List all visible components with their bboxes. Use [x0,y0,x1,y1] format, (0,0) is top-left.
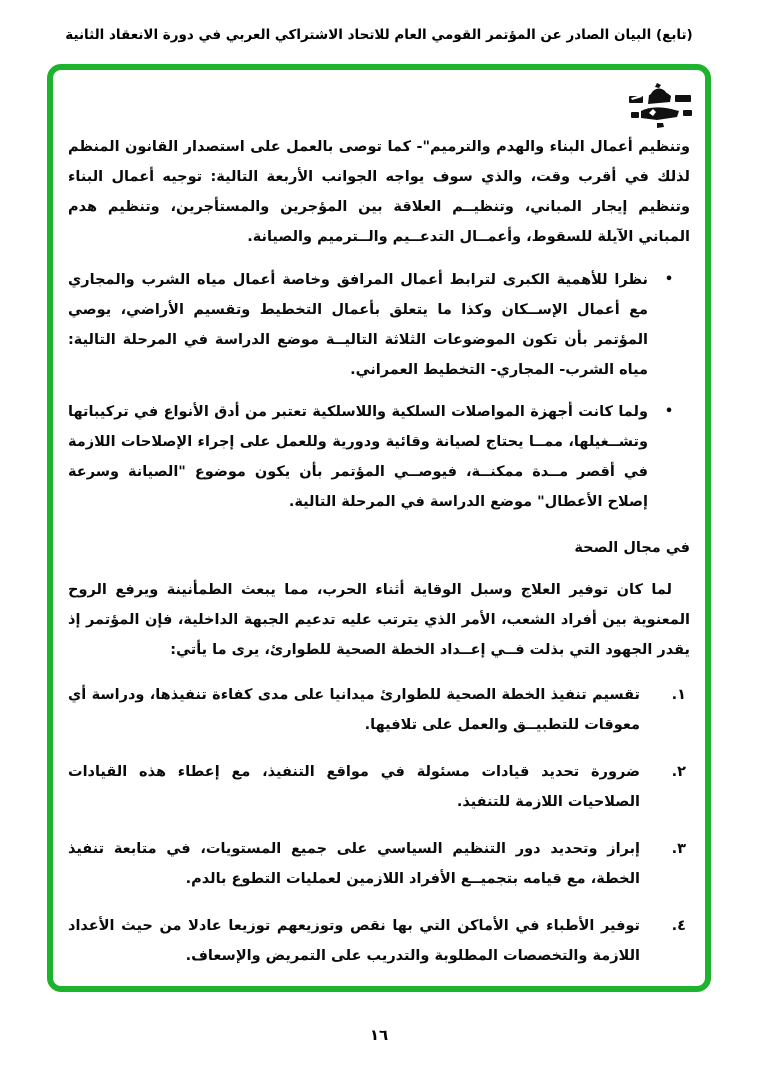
item-text-plan-evaluation: تقسيم تنفيذ الخطة الصحية للطوارئ ميدانيا على مدى كفاءة تنفيذها، ودراسة أي معوقات للتطبيــق والعمل على تلافيها. [68,687,640,733]
recommendation-bullet-list [68,265,690,517]
item-number: ٢. [671,764,686,780]
paragraph-building-regulation: وتنظيم أعمال البناء والهدم والترميم"- كما توصى بالعمل على استصدار القانون المنظم لذلك في أقرب وقت، والذي سوف يواجه الجوانب الأربعة التالية: توجيه أعمال البناء وتنظيم إيجار المباني، وتنظيــم العلاقة بين المؤجرين والمستأجرين، وتنظيم هدم المباني الآيلة للسقوط، وأعمــال التدعــيم والــترميم والصيانة. [68,139,690,245]
bullet-text-communications: ولما كانت أجهزة المواصلات السلكية واللاسلكية تعتبر من أدق الأنواع في تركيباتها وتشــغيلها، ممــا يحتاج لصيانة وقائية ودورية وللعمل على إجراء الإصلاحات اللازمة في أقصر مــدة ممكنــة، فيوصــي المؤتمر بأن يكون موضوع "الصيانة وسرعة إصلاح الأعطال" موضع الدراسة في المرحلة التالية. [68,404,648,510]
list-item [68,265,690,385]
list-item [68,911,690,971]
bullet-icon: • [664,272,674,287]
document-body [53,70,705,988]
list-item [68,834,690,894]
bullet-icon: • [664,404,674,419]
item-number: ١. [671,687,686,703]
item-text-political-organization: إبراز وتحديد دور التنظيم السياسي على جميع المستويات، في متابعة تنفيذ الخطة، مع قيامه بتجميــع الأفراد اللازمين لعمليات التطوع بالدم. [68,841,640,887]
numbered-recommendations-list [68,680,690,971]
list-item [68,397,690,517]
item-text-doctors-distribution: توفير الأطباء في الأماكن التي بها نقص وتوزيعهم توزيعا عادلا من حيث الأعداد اللازمة والتخصصات المطلوبة والتدريب على التمريض والإسعاف. [68,918,640,964]
item-number: ٤. [671,918,686,934]
bullet-text-utilities: نظرا للأهمية الكبرى لترابط أعمال المرافق وخاصة أعمال مياه الشرب والمجاري مع أعمال الإســكان وكذا ما يتعلق بأعمال التخطيط وتقسيم الأراضي، يوصي المؤتمر بأن تكون الموضوعات الثلاثة التاليــة موضع الدراسة في المرحلة التالية: مياه الشرب- المجاري- التخطيط العمراني. [68,272,648,378]
page-number: ١٦ [369,1026,389,1044]
item-number: ٣. [671,841,686,857]
list-item [68,680,690,740]
page-header-title: (تابع) البيان الصادر عن المؤتمر القومي العام للاتحاد الاشتراكي العربي في دورة الانعقاد الثانية [65,27,693,43]
section-heading-health: في مجال الصحة [574,540,690,556]
paragraph-health-intro: لما كان توفير العلاج وسبل الوقاية أثناء الحرب، مما يبعث الطمأنينة ويرفع الروح المعنوية بين أفراد الشعب، الأمر الذي يترتب عليه تدعيم الجبهة الداخلية، فإن المؤتمر إذ يقدر الجهود التي بذلت فــي إعــداد الخطة الصحية للطوارئ، يرى ما يأتي: [68,582,690,658]
green-border-frame [47,64,711,992]
list-item [68,757,690,817]
item-text-leadership: ضرورة تحديد قيادات مسئولة في مواقع التنفيذ، مع إعطاء هذه القيادات الصلاحيات اللازمة للتنفيذ. [68,764,640,810]
